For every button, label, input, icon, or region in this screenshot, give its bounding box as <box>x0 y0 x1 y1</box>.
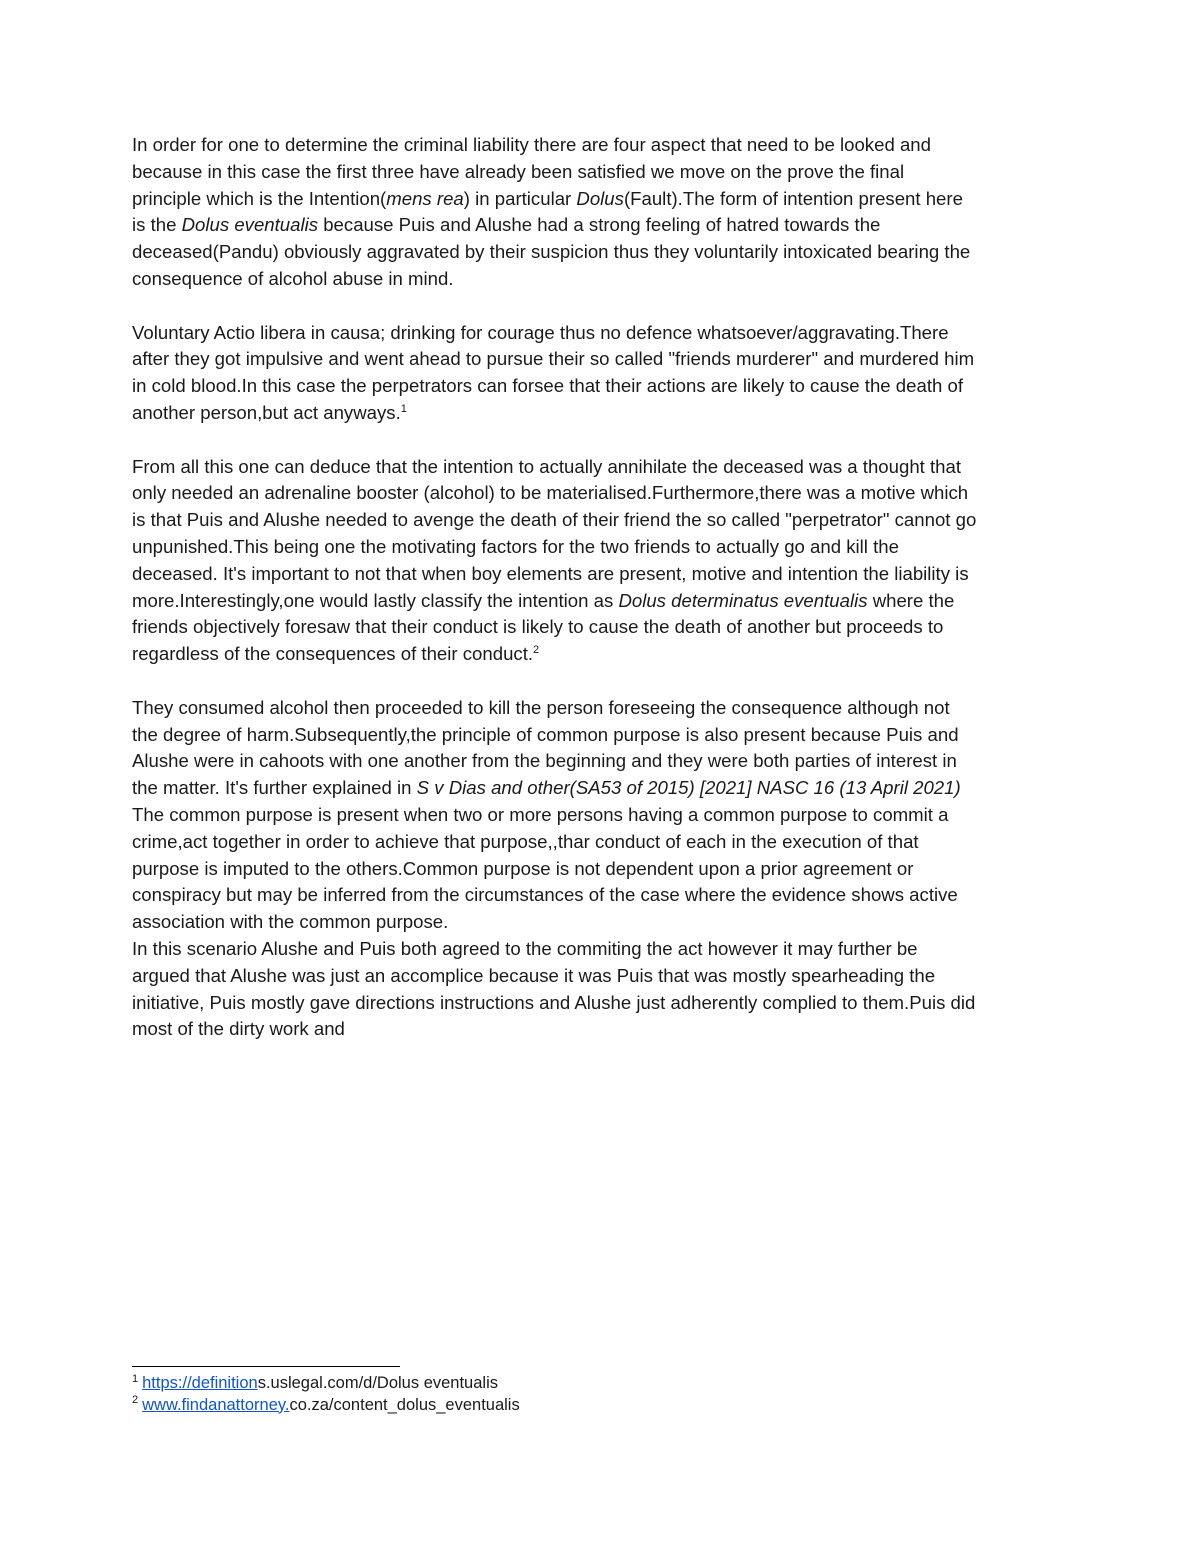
term-dolus: Dolus <box>576 187 624 209</box>
document-body <box>132 132 977 1043</box>
paragraph-intention-motive: From all this one can deduce that the intention to actually annihilate the deceased was a thought that only needed an adrenaline booster (alcohol) to be materialised.Furthermore,there was a motive which is that Puis and Alushe needed to avenge the death of their friend the so called "perpetrator" cannot go unpunished.This being one the motivating factors for the two friends to actually go and kill the deceased. It's important to not that when boy elements are present, motive and intention the liability is more.Interestingly,one would lastly classify the intention as Dolus determinatus eventualis where the friends objectively foresaw that their conduct is likely to cause the death of another but proceeds to regardless of the consequences of their conduct.$^2$ <box>132 455 977 665</box>
footnotes-section <box>132 1366 977 1416</box>
footnote-2-link[interactable]: www.findanattorney. <box>142 1395 290 1414</box>
term-mens-rea: mens rea <box>386 187 464 209</box>
footnote-1-text: s.uslegal.com/d/Dolus eventualis <box>257 1374 498 1392</box>
footnote-number: 1 <box>132 1372 139 1385</box>
paragraph-actio-libera: Voluntary Actio libera in causa; drinking for courage thus no defence whatsoever/aggravating.There after they got impulsive and went ahead to pursue their so called "friends murderer" and murdered him in cold blood.In this case the perpetrators can forsee that their actions are likely to cause the death of another person,but act anyways.$^1$ <box>132 321 975 423</box>
footnote-1-link[interactable]: https://definition <box>142 1374 258 1392</box>
footnote-1 <box>132 1373 977 1395</box>
paragraph-accomplice: In this scenario Alushe and Puis both agreed to the commiting the act however it may further be argued that Alushe was just an accomplice because it was Puis that was mostly spearheading the initiative, Puis mostly gave directions instructions and Alushe just adherently complied to them.Puis did most of the dirty work and <box>132 937 976 1040</box>
paragraph-criminal-liability: In order for one to determine the criminal liability there are four aspect that need to be looked and because in this case the first three have already been satisfied we move on the prove the final principle which is the Intention(mens rea) in particular Dolus(Fault).The form of intention present here is the Dolus eventualis because Puis and Alushe had a strong feeling of hatred towards the deceased(Pandu) obviously aggravated by their suspicion thus they voluntarily intoxicated bearing the consequence of alcohol abuse in mind. <box>132 134 971 289</box>
footnote-2-text: co.za/content_dolus_eventualis <box>289 1395 520 1414</box>
footnote-2 <box>132 1395 977 1417</box>
footnote-separator <box>132 1366 400 1367</box>
case-citation: S v Dias and other(SA53 of 2015) [2021] NASC 16 (13 April 2021) <box>416 777 961 799</box>
term-dolus-determinatus: Dolus determinatus eventualis <box>618 589 868 611</box>
footnote-ref-1[interactable]: 1 <box>400 402 407 415</box>
footnote-ref-2[interactable]: 2 <box>533 643 540 656</box>
term-dolus-eventualis: Dolus eventualis <box>181 214 319 236</box>
paragraph-common-purpose: They consumed alcohol then proceeded to kill the person foreseeing the consequence although not the degree of harm.Subsequently,the principle of common purpose is also present because Puis and Alushe were in cahoots with one another from the beginning and they were both parties of interest in the matter. It's further explained in S v Dias and other(SA53 of 2015) [2021] NASC 16 (13 April 2021) The common purpose is present when two or more persons having a common purpose to commit a crime,act together in order to achieve that purpose,,thar conduct of each in the execution of that purpose is imputed to the others.Common purpose is not dependent upon a prior agreement or conspiracy but may be inferred from the circumstances of the case where the evidence shows active association with the common purpose. <box>132 696 961 933</box>
footnote-number: 2 <box>132 1394 139 1406</box>
